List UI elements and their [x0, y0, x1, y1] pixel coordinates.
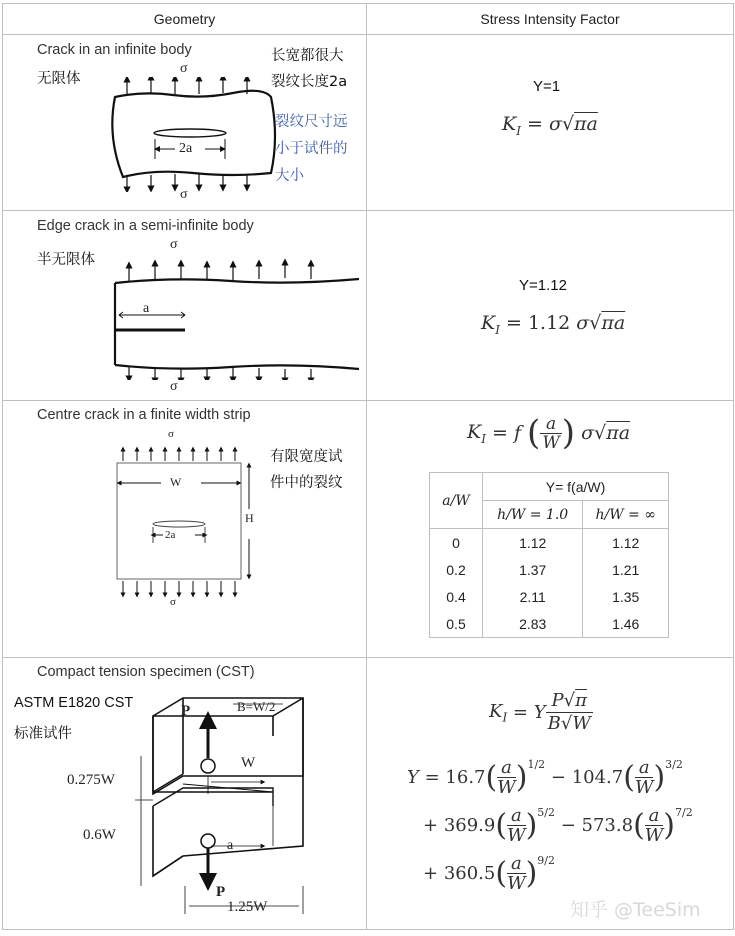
row2-sif-cell: [367, 211, 734, 401]
row1-cn-length: 裂纹长度2a: [271, 74, 348, 90]
row2-title: Edge crack in a semi-infinite body: [37, 218, 254, 234]
row1-note-2: 小于试件的: [275, 141, 348, 157]
row3-h-label: H: [245, 511, 254, 525]
row4-a-label: a: [227, 838, 234, 853]
row3-diagram: [111, 439, 261, 599]
row4-dim-06w: 0.6W: [83, 827, 116, 843]
row3-title: Centre crack in a finite width strip: [37, 407, 251, 423]
row4-y-line3: + 360.5 ( a W ) $^{9/2}$: [423, 853, 555, 894]
row1-cn-label: 无限体: [37, 71, 81, 87]
table-cell: 0.2: [430, 556, 483, 583]
row3-formula: $K_I$ = f ( a W ) σ √ πa: [467, 413, 631, 453]
row4-p-top: P: [181, 703, 191, 719]
row1-sif-cell: [367, 35, 734, 211]
row1-sigma-bottom: σ: [180, 187, 188, 202]
row4-y-line2: + 369.9 ( a W ) $^{5/2}$ − 573.8 ( a W ) $^{7/2}$: [423, 805, 693, 846]
row1-note-3: 大小: [275, 168, 304, 184]
row3-sub-h1: h/W = 1.0: [483, 501, 583, 529]
row3-sif-cell: [367, 401, 734, 658]
row3-y-table: [429, 472, 669, 638]
sif-table: [2, 3, 734, 930]
table-cell: 1.12: [583, 529, 669, 557]
row2-sigma-top: σ: [170, 237, 178, 252]
row4-w-label: W: [241, 755, 256, 771]
row4-standard: ASTM E1820 CST: [14, 695, 134, 711]
row2-sigma-bottom: σ: [170, 379, 178, 394]
row3-sub-hinf: h/W = ∞: [583, 501, 669, 529]
row3-crack-label: 2a: [165, 529, 176, 541]
table-cell: 2.83: [483, 610, 583, 638]
watermark: 知乎 @TeeSim: [570, 899, 701, 921]
row1-crack-label: 2a: [179, 141, 193, 156]
row4-y-line1: Y = 16.7 ( a W ) $^{1/2}$ − 104.7 ( a W ) $^{3/2}$: [407, 757, 683, 798]
row4-geometry-cell: [3, 658, 367, 930]
table-cell: 1.12: [483, 529, 583, 557]
row4-p-bottom: P: [216, 884, 226, 900]
row4-cn-label: 标准试件: [14, 726, 72, 742]
row2-geometry-cell: [3, 211, 367, 401]
row2-y-value: Y=1.12: [519, 277, 567, 294]
row4-dim-125w: 1.25W: [227, 899, 268, 915]
row3-sigma-bottom: σ: [170, 596, 176, 608]
row3-col-aw: a/W: [430, 473, 483, 529]
row1-y-value: Y=1: [533, 78, 561, 95]
table-cell: 2.11: [483, 583, 583, 610]
table-cell: 1.37: [483, 556, 583, 583]
table-cell: 0.5: [430, 610, 483, 638]
row1-diagram: [103, 77, 283, 192]
row4-title: Compact tension specimen (CST): [37, 664, 255, 680]
row3-cn-1: 有限宽度试: [270, 449, 343, 465]
row1-geometry-cell: [3, 35, 367, 211]
row1-note-1: 裂纹尺寸远: [275, 114, 348, 130]
table-cell: 0: [430, 529, 483, 557]
table-cell: 0.4: [430, 583, 483, 610]
row3-w-label: W: [170, 475, 182, 489]
row4-dim-0275w: 0.275W: [67, 772, 115, 788]
header-sif: Stress Intensity Factor: [367, 4, 734, 35]
row2-cn-label: 半无限体: [37, 252, 95, 268]
row4-sif-cell: [367, 658, 734, 930]
row4-ki-formula: $K_I$ = Y P√π B√W: [489, 690, 591, 734]
row3-geometry-cell: [3, 401, 367, 658]
header-geometry: Geometry: [3, 4, 367, 35]
row2-crack-label: a: [143, 301, 150, 316]
row1-title: Crack in an infinite body: [37, 42, 192, 58]
row2-diagram: [111, 255, 361, 380]
row2-formula: $K_I = 1.12$ σ√πa: [481, 312, 626, 337]
row1-cn-dims: 长宽都很大: [271, 48, 344, 64]
table-cell: 1.46: [583, 610, 669, 638]
row4-b-label: B=W/2: [237, 699, 276, 714]
table-cell: 1.21: [583, 556, 669, 583]
row3-cn-2: 件中的裂纹: [270, 475, 343, 491]
row3-col-y: Y= f(a/W): [483, 473, 669, 501]
row3-sigma-top: σ: [168, 428, 174, 440]
row1-sigma-top: σ: [180, 61, 188, 76]
table-cell: 1.35: [583, 583, 669, 610]
row1-formula: $K_I = \sigma√\pi a$: [502, 113, 598, 138]
